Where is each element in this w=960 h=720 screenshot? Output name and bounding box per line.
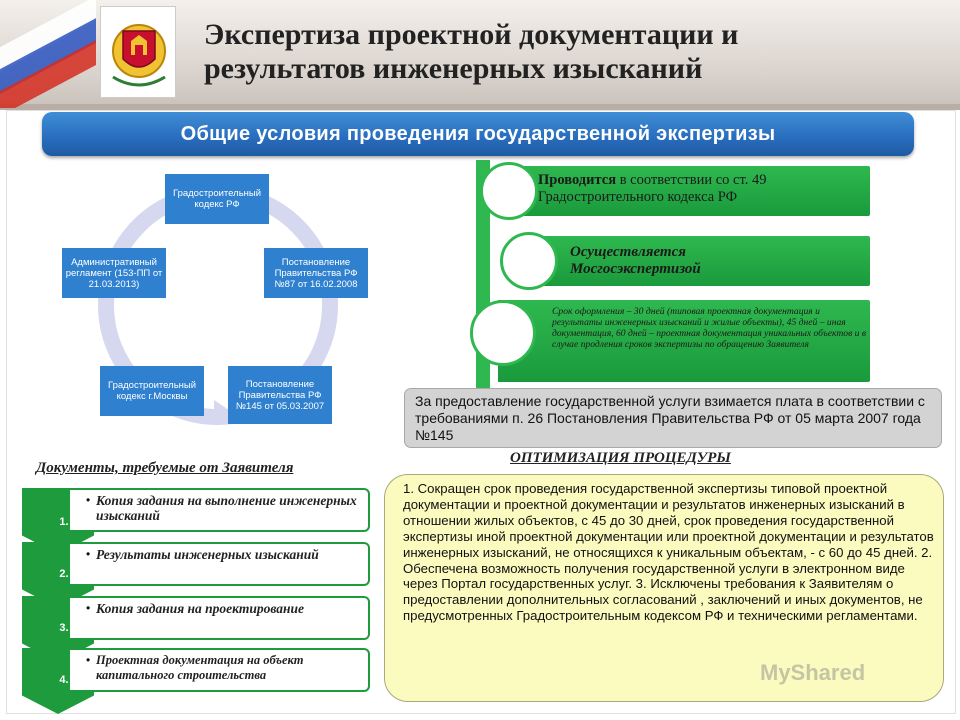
bullet-icon: •: [86, 601, 91, 615]
cycle-item-admin-regulation: [62, 248, 166, 298]
doc-number-1: 1.: [59, 516, 69, 528]
process-bar-2-circle: [500, 232, 558, 290]
cycle-item-grad-code-rf: [165, 174, 269, 224]
cycle-item-label: Градостроительный кодекс РФ: [172, 188, 262, 210]
cycle-item-grad-code-moscow: [100, 366, 204, 416]
cycle-item-decree-145: [228, 366, 332, 424]
doc-item-text: Копия задания на выполнение инженерных изысканий: [96, 493, 357, 523]
process-bar-3-circle: [470, 300, 536, 366]
watermark: MyShared: [760, 660, 866, 685]
doc-number-4: 4.: [59, 674, 69, 686]
doc-item-3: [70, 596, 370, 640]
cycle-item-label: Градостроительный кодекс г.Москвы: [107, 380, 197, 402]
optimization-heading: ОПТИМИЗАЦИЯ ПРОЦЕДУРЫ: [510, 450, 731, 466]
process-bar-1-circle: [480, 162, 538, 220]
bullet-icon: •: [86, 653, 91, 667]
doc-item-2: [70, 542, 370, 586]
doc-item-1: [70, 488, 370, 532]
cycle-item-label: Постановление Правительства РФ №87 от 16.02.2008: [274, 256, 358, 290]
bullet-icon: •: [86, 493, 91, 507]
doc-item-text: Копия задания на проектирование: [96, 601, 305, 616]
process-bar-1-bold: Проводится: [538, 172, 617, 188]
page-title: Экспертиза проектной документации и результатов инженерных изысканий: [204, 18, 739, 85]
cycle-item-decree-87: [264, 248, 368, 298]
section-banner: Общие условия проведения государственной экспертизы: [42, 112, 914, 156]
fee-note: За предоставление государственной услуги взимается плата в соответствии с требованиями п. 26 Постановления Правительства РФ от 05 марта 2007 года №145: [404, 388, 942, 448]
doc-number-3: 3.: [59, 622, 69, 634]
process-bar-2-text: Осуществляется Мосгосэкспертизой: [570, 244, 701, 277]
doc-number-2: 2.: [59, 568, 69, 580]
process-bar-1-rest: в соответствии со ст. 49 Градостроительного кодекса РФ: [538, 172, 767, 205]
cycle-item-label: Постановление Правительства РФ №145 от 05.03.2007: [235, 378, 325, 412]
doc-item-text: Проектная документация на объект капитального строительства: [96, 653, 304, 682]
doc-item-text: Результаты инженерных изысканий: [96, 547, 319, 562]
doc-item-4: [70, 648, 370, 692]
optimization-box: 1. Сокращен срок проведения государственной экспертизы типовой проектной документации и проектной документации и результатов инженерных изысканий в отношении жилых объектов, с 45 до 30 дней, срок проведения государственной экспертизы иной проектной документации или проектной документации и результатов инженерных изысканий, не относящихся к уникальным объектам, - с 60 до 45 дней. 2. Обеспечена возможность получения государственной услуги в электронном виде через Портал государственных услуг. 3. Исключены требования к Заявителям о предоставлении дополнительных согласований , заключений и иных документов, не предусмотренных Градостроительным кодексом РФ и техническими регламентами.: [384, 474, 944, 702]
bullet-icon: •: [86, 547, 91, 561]
cycle-item-label: Административный регламент (153-ПП от 21.03.2013): [65, 256, 163, 290]
process-bar-1-text: [538, 172, 864, 206]
process-bar-3-text: Срок оформления – 30 дней (типовая проектная документация и результаты инженерных изысканий и жилые объекты), 45 дней – иная документация, 60 дней – проектная документация уникальных объектов и в случае продления сроков экспертизы по обращению Заявителя: [552, 306, 867, 350]
documents-heading: Документы, требуемые от Заявителя: [36, 460, 294, 476]
